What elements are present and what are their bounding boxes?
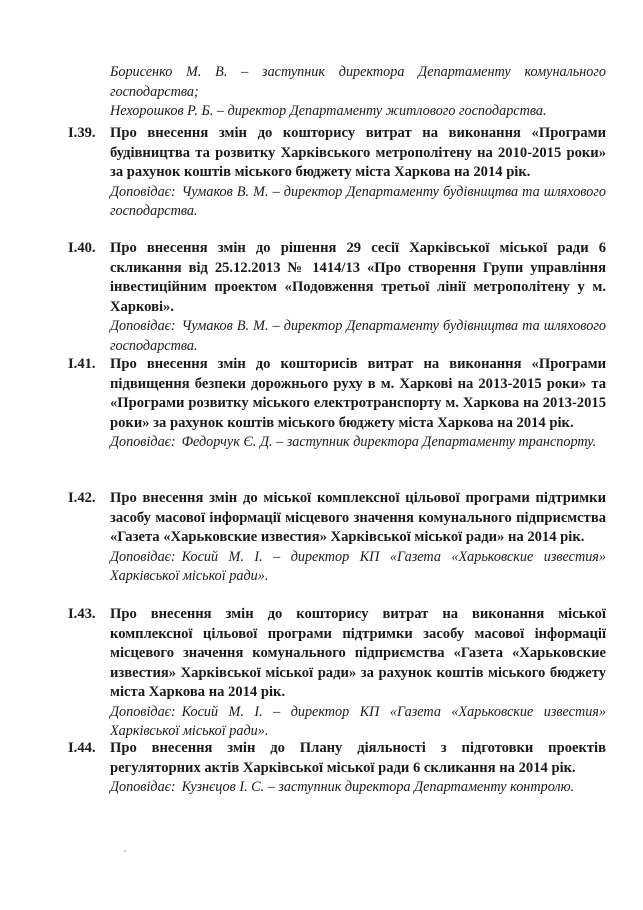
speaker-text: Кузнєцов І. С. – заступник директора Департаменту контролю. [181,779,575,795]
item-title: Про внесення змін до міської комплексної цільової програми підтримки засобу масової інформації місцевого значення комунального підприємства «Газета «Харьковские известия» Харківської міської ради» на 2014 рік. [110,490,606,545]
speaker-text: Косий М. І. – директор КП «Газета «Харьковские известия» Харківської міської ради». [110,548,606,584]
agenda-item-42 [68,489,608,587]
item-speaker [110,703,606,742]
agenda-item-40 [68,239,608,356]
speaker-label: Доповідає: [110,434,176,450]
item-number: І.43. [68,606,96,622]
item-title: Про внесення змін до Плану діяльності з підготовки проектів регуляторних актів Харківської міської ради 6 скликання на 2014 рік. [110,740,606,776]
speaker-text: Федорчук Є. Д. – заступник директора Департаменту транспорту. [181,434,597,450]
item-speaker [110,433,606,453]
item-number: І.41. [68,356,96,372]
item-number: І.42. [68,490,96,506]
item-speaker [110,317,606,356]
item-title: Про внесення змін до кошторису витрат на виконання міської комплексної цільової програми підтримки засобу масової інформації місцевого значення комунального підприємства «Газета «Харьковские известия» Харківської міської ради» за рахунок коштів міського бюджету міста Харкова на 2014 рік. [110,606,606,700]
item-number: І.44. [68,740,96,756]
speaker-label: Доповідає: [110,548,176,565]
agenda-item-44 [68,739,608,798]
intro-speaker-1: Борисенко М. В. – заступник директора Департаменту комунального господарства; [110,64,606,100]
speaker-text: Чумаков В. М. – директор Департаменту будівництва та шляхового господарства. [110,183,606,219]
speaker-label: Доповідає: [110,703,176,720]
speaker-text: Чумаков В. М. – директор Департаменту будівництва та шляхового господарства. [110,318,606,354]
item-speaker [110,183,606,222]
item-title: Про внесення змін до кошторису витрат на виконання «Програми будівництва та розвитку Харківського метрополітену на 2010-2015 роки» за рахунок коштів міського бюджету міста Харкова на 2014 рік. [110,125,606,180]
speaker-label: Доповідає: [110,183,176,200]
item-number: І.40. [68,240,96,256]
intro-speakers [110,63,606,122]
item-speaker [110,778,606,798]
speaker-text: Косий М. І. – директор КП «Газета «Харьковские известия» Харківської міської ради». [110,703,606,739]
item-title: Про внесення змін до рішення 29 сесії Харківської міської ради 6 скликання від 25.12.2013 № 1414/13 «Про створення Групи управління інвестиційним проектом «Подовження третьої лінії метрополітену у м. Харкові». [110,240,606,315]
item-title: Про внесення змін до кошторисів витрат на виконання «Програми підвищення безпеки дорожнього руху в м. Харкові на 2013-2015 роки» та «Програми розвитку міського електротранспорту м. Харкова на 2013-2015 роки» за рахунок коштів міського бюджету міста Харкова на 2014 рік. [110,356,606,431]
agenda-item-39 [68,124,608,222]
speaker-label: Доповідає: [110,779,176,795]
speaker-label: Доповідає: [110,318,176,334]
intro-speaker-2: Нехорошков Р. Б. – директор Департаменту житлового господарства. [110,103,547,119]
item-speaker [110,548,606,587]
agenda-item-41 [68,355,608,453]
scan-speck [124,850,126,852]
item-number: І.39. [68,125,96,141]
agenda-item-43 [68,605,608,742]
